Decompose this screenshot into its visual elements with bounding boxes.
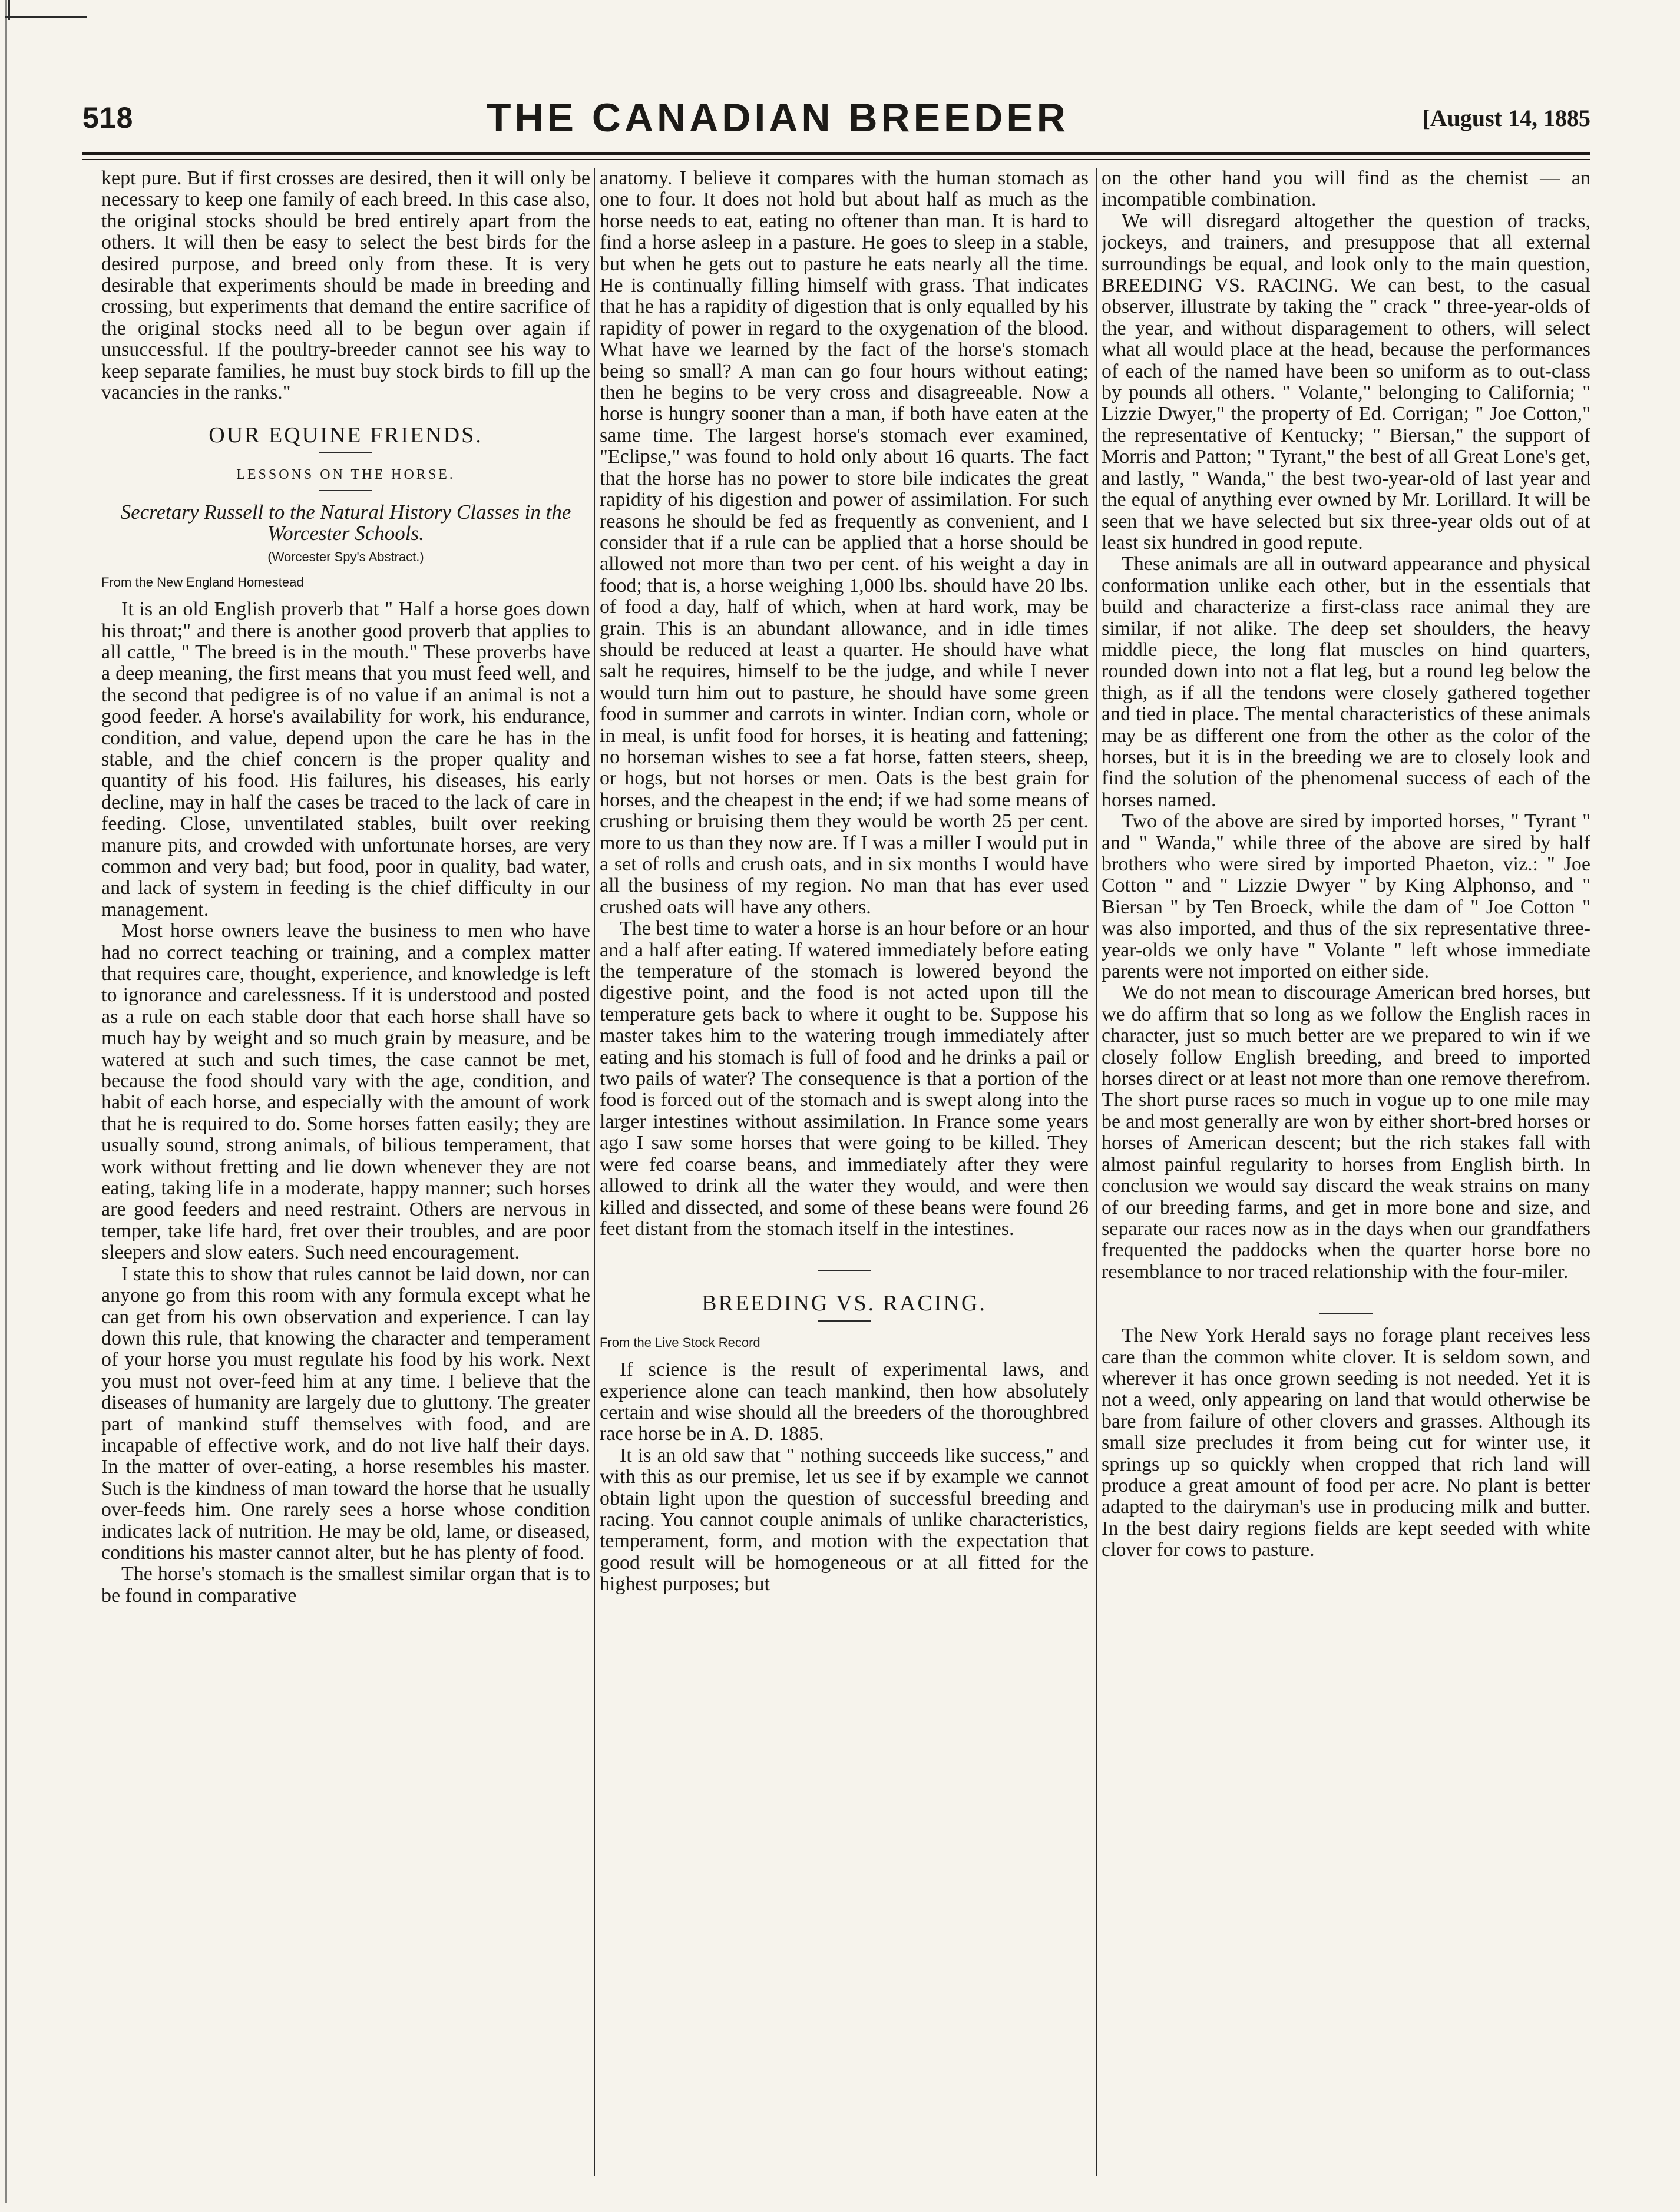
article-separator-rule (1319, 1313, 1373, 1314)
paragraph: We will disregard altogether the question of tracks, jockeys, and trainers, and presuppose that all external surroundings be equal, and look only to the main question, BREEDING VS. RACING. We can best, to the casual observer, illustrate by taking the " crack " three-year-olds of the year, and without disparagement to others, will select what all would place at the head, because the performances of each of the named have been so uniform as to out-class by pounds all others. " Volante," belonging to California; " Lizzie Dwyer," the property of Ed. Corrigan; " Joe Cotton," the representative of Kentucky; " Biersan," the support of Morris and Patton; " Tyrant," the best of all Great Lone's get, and lastly, " Wanda," the best two-year-old of last year and the equal of anything ever owned by Mr. Lorillard. It will be seen that we have selected but six three-year olds out of at least six hundred in good repute. (1102, 210, 1590, 554)
paragraph: on the other hand you will find as the chemist — an incompatible combination. (1102, 168, 1590, 211)
subheading-rule (319, 490, 372, 491)
paragraph: I state this to show that rules cannot be laid down, nor can anyone go from this room with any formula except what he can get from his own observation and experience. I can lay down this rule, that knowing the character and temperament of your horse you must regulate his food by his work. Next you must not over-feed him at any time. I believe that the diseases of humanity are largely due to gluttony. The greater part of mankind stuff themselves with food, and are incapable of effective work, and do not live half their days. In the matter of over-eating, a horse resembles his master. Such is the kindness of man toward the horse that he usually over-feeds him. One rarely sees a horse whose condition indicates lack of nutrition. He may be old, lame, or diseased, conditions his master cannot alter, but he has plenty of food. (101, 1263, 590, 1564)
paragraph: The New York Herald says no forage plant receives less care than the common white clover. It is seldom sown, and wherever it has once grown seeding is not needed. Yet it is not a weed, only appearing on land that would otherwise be bare from failure of other clovers and grasses. Although its small size precludes it from being cut for winter use, it springs up so quickly when cropped that rich land will produce a great amount of food per acre. No plant is better adapted to the dairyman's use in producing milk and butter. In the best dairy regions fields are kept seeded with white clover for cows to pasture. (1102, 1324, 1590, 1561)
paragraph: These animals are all in outward appearance and physical conformation unlike each other, but in the essentials that build and characterize a first-class race animal they are similar, if not alike. The deep set shoulders, the heavy middle piece, the long flat muscles on hind quarters, rounded down into not a flat leg, but a round leg below the thigh, as if all the tendons were closely gathered together and tied in place. The mental characteristics of these animals may be as different one from the other as the color of the horses, but it is in the breeding we are to closely look and find the solution of the phenomenal success of each of the horses named. (1102, 553, 1590, 811)
paragraph: The horse's stomach is the smallest similar organ that is to be found in comparative (101, 1563, 590, 1607)
article-subheading: LESSONS ON THE HORSE. (236, 466, 455, 482)
column-divider-1 (594, 168, 595, 2176)
header-rule-thin (82, 159, 1590, 160)
heading-rule (319, 452, 372, 453)
column-3 (1102, 168, 1590, 2188)
issue-date: [August 14, 1885 (1422, 104, 1590, 131)
paragraph: Most horse owners leave the business to men who have had no correct teaching or training, and a complex matter that requires care, thought, experience, and knowledge is left to ignorance and carelessness. If it is understood and posted as a rule on each stable door that each horse shall have so much hay by weight and so much grain by measure, and be watered at such and such times, the case cannot be met, because the food should vary with the age, condition, and habit of each horse, and especially with the amount of work that he is required to do. Some horses fatten easily; they are usually sound, strong animals, of bilious temperament, that work without fretting and lie down whenever they are not eating, taking life in a moderate, happy manner; such horses are good feeders and need restraint. Others are nervous in temper, take life hard, fret over their troubles, and are poor sleepers and slow eaters. Such need encouragement. (101, 920, 590, 1264)
paragraph: If science is the result of experimental laws, and experience alone can teach mankind, then how absolutely certain and wise should all the breeders of the thoroughbred race horse be in A. D. 1885. (600, 1359, 1089, 1445)
paragraph: It is an old English proverb that " Half a horse goes down his throat;" and there is another good proverb that applies to all cattle, " The breed is in the mouth." These proverbs have a deep meaning, the first means that you must feed well, and the second that pedigree is of no value if an animal is not a good feeder. A horse's availability for work, his endurance, condition, and value, depend upon the care he has in the stable, and the chief concern is the proper quality and quantity of his food. His failures, his diseases, his early decline, may in half the cases be traced to the lack of care in feeding. Close, unventilated stables, built over reeking manure pits, and crowded with unfortunate horses, are very common and very bad; but food, poor in quality, bad water, and lack of system in feeding is the chief difficulty in our management. (101, 598, 590, 920)
heading-rule (818, 1320, 871, 1322)
article-heading: OUR EQUINE FRIENDS. (209, 423, 483, 448)
corner-rule-vertical (8, 0, 10, 20)
spacer (600, 1240, 1089, 1266)
article-separator-rule (818, 1270, 871, 1271)
masthead: THE CANADIAN BREEDER (486, 95, 1069, 140)
page-number: 518 (82, 101, 134, 134)
paragraph: The best time to water a horse is an hour before or an hour and a half after eating. If watered immediately before eating the temperature of the stomach is lowered beyond the digestive point, and the food is not acted upon till the temperature gets back to where it ought to be. Suppose his master takes him to the watering trough immediately after eating and his stomach is full of food and he drinks a pail or two pails of water? The consequence is that a portion of the food is forced out of the stomach and is swept along into the larger intestines without assimilation. In France some years ago I saw some horses that were going to be killed. They were fed coarse beans, and immediately after they were allowed to drink all the water they would, and were then killed and dissected, and some of these beans were found 26 feet distant from the stomach itself in the intestines. (600, 918, 1089, 1240)
article-source: From the Live Stock Record (600, 1335, 760, 1350)
paragraph: Two of the above are sired by imported horses, " Tyrant " and " Wanda," while three of the above are sired by half brothers who were sired by imported Phaeton, viz.: " Joe Cotton " and " Lizzie Dwyer " by King Alphonso, and " Biersan " by Ten Broeck, while the dam of " Joe Cotton " was also imported, and thus of the six representative three-year-olds we only have " Volante " left whose immediate parents were not imported on either side. (1102, 810, 1590, 983)
article-heading: BREEDING VS. RACING. (702, 1291, 987, 1316)
page-header (82, 88, 1590, 147)
article-source: From the New England Homestead (101, 574, 304, 590)
column-2 (600, 168, 1089, 2188)
spacer (1102, 1283, 1590, 1309)
article-italic-heading: Secretary Russell to the Natural History Classes in the Worcester Schools. (120, 501, 571, 545)
article-note: (Worcester Spy's Abstract.) (267, 549, 424, 565)
column-1 (101, 168, 590, 2188)
paragraph: It is an old saw that " nothing succeeds like success," and with this as our premise, let us see if by example we cannot obtain light upon the question of successful breeding and racing. You cannot couple animals of unlike characteristics, temperament, form, and motion with the expectation that good result will be homogeneous or at all fitted for the highest purposes; but (600, 1444, 1089, 1595)
corner-rule (5, 16, 87, 18)
paragraph: kept pure. But if first crosses are desired, then it will only be necessary to keep one family of each breed. In this case also, the original stocks should be bred entirely apart from the others. It will then be easy to select the best birds for the desired purpose, and breed only from these. It is very desirable that experiments should be made in breeding and crossing, but experiments that demand the entire sacrifice of the original stocks need all to be begun over again if unsuccessful. If the poultry-breeder cannot see his way to keep separate families, he must buy stock birds to fill up the vacancies in the ranks." (101, 168, 590, 404)
paragraph: We do not mean to discourage American bred horses, but we do affirm that so long as we follow the English races in character, just so much better are we prepared to win if we closely follow English breeding, and breed to imported horses direct or at least not more than one remove therefrom. The short purse races so much in vogue up to one mile may be and most generally are won by either short-bred horses or horses of American descent; but the rich stakes fall with almost painful regularity to horses from English birth. In conclusion we would say discard the weak strains on many of our breeding farms, and get in more bone and size, and separate our races now as in the days when our grandfathers frequented the paddocks when the quarter horse bore no resemblance to nor traced relationship with the four-miler. (1102, 982, 1590, 1283)
column-divider-2 (1096, 168, 1097, 2176)
paragraph: anatomy. I believe it compares with the human stomach as one to four. It does not hold but about half as much as the horse needs to eat, eating no oftener than man. It is hard to find a horse asleep in a pasture. He goes to sleep in a stable, but when he gets out to pasture he eats nearly all the time. He is continually filling himself with grass. That indicates that he has a rapidity of digestion that is only equalled by his rapidity of power in regard to the oxygenation of the blood. What have we learned by the fact of the horse's stomach being so small? A man can go four hours without eating; then he begins to be very cross and disagreeable. Now a horse is hungry sooner than a man, if both have eaten at the same time. The largest horse's stomach ever examined, "Eclipse," was found to hold only about 16 quarts. The fact that the horse has no power to store bile indicates the great rapidity of his digestion and power of assimilation. For such reasons he should be fed as frequently as convenient, and I consider that if a rule can be applied that a horse should be allowed not more than two per cent. of his weight a day in food; that is, a horse weighing 1,000 lbs. should have 20 lbs. of food a day, half of which, when at hard work, may be grain. This is an abundant allowance, and in idle times should be reduced at least a quarter. He should have what salt he requires, himself to be the judge, and while I never would turn him out to pasture, he should have some green food in summer and carrots in winter. Indian corn, whole or in meal, is unfit food for horses, it is heating and fattening; no horseman wishes to see a fat horse, fatten steers, sheep, or hogs, but not horses or men. Oats is the best grain for horses, and the cheapest in the end; if we had some means of crushing or bruising them they would be worth 25 per cent. more to us than they now are. If I was a miller I would put in a set of rolls and crush oats, and in six months I would have all the business of my region. No man that has ever used crushed oats will have any others. (600, 168, 1089, 918)
page-edge-rule (5, 0, 7, 2203)
header-rule-thick (82, 152, 1590, 155)
